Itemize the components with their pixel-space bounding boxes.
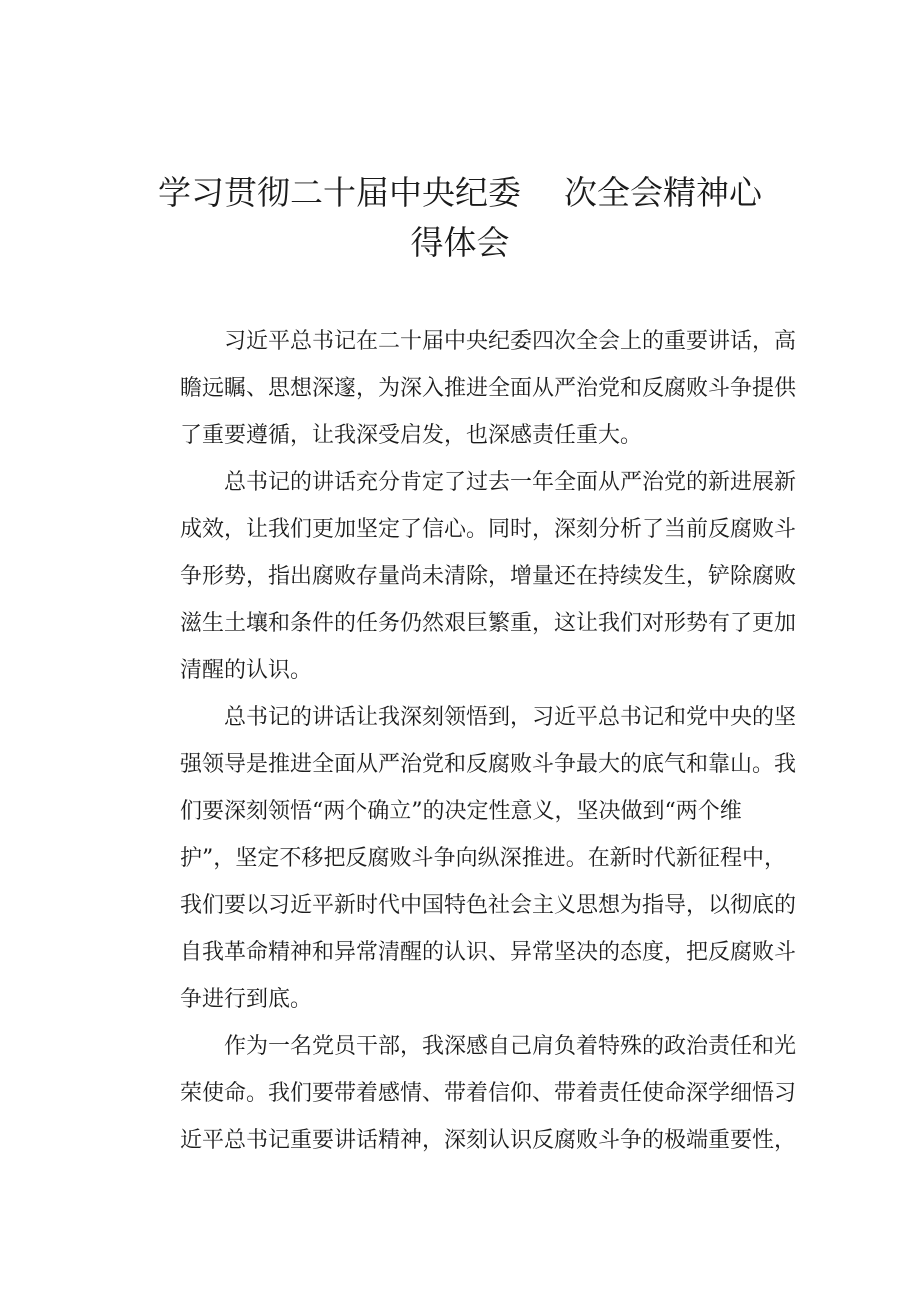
paragraph-line: 强领导是推进全面从严治党和反腐败斗争最大的底气和靠山。我 [180, 752, 797, 777]
paragraph-line: 总书记的讲话充分肯定了过去一年全面从严治党的新进展新 [224, 470, 797, 495]
document-body [136, 318, 797, 1164]
paragraph-line: 护”，坚定不移把反腐败斗争向纵深推进。在新时代新征程中， [180, 846, 786, 871]
paragraph-line: 习近平总书记在二十届中央纪委四次全会上的重要讲话，高 [224, 329, 797, 354]
paragraph-line: 瞻远瞩、思想深邃，为深入推进全面从严治党和反腐败斗争提供 [180, 376, 797, 401]
title-text-part-2: 次全会精神心 [564, 173, 762, 212]
paragraph-line: 争形势，指出腐败存量尚未清除，增量还在持续发生，铲除腐败 [180, 564, 797, 589]
paragraph-line: 清醒的认识。 [180, 658, 313, 683]
paragraph-line: 滋生土壤和条件的任务仍然艰巨繁重，这让我们对形势有了更加 [180, 611, 797, 636]
paragraph-3 [136, 694, 797, 1023]
paragraph-line: 荣使命。我们要带着感情、带着信仰、带着责任使命深学细悟习 [180, 1081, 797, 1106]
paragraph-4 [136, 1023, 797, 1164]
paragraph-line: 自我革命精神和异常清醒的认识、异常坚决的态度，把反腐败斗 [180, 940, 797, 965]
paragraph-line: 近平总书记重要讲话精神，深刻认识反腐败斗争的极端重要性， [180, 1128, 797, 1153]
paragraph-line: 争进行到底。 [180, 987, 313, 1012]
paragraph-2 [136, 459, 797, 694]
paragraph-line: 了重要遵循，让我深受启发，也深感责任重大。 [180, 423, 643, 448]
document-title-line-1 [120, 173, 800, 212]
document-title-line-2: 得体会 [410, 223, 510, 262]
paragraph-1 [136, 318, 797, 459]
paragraph-line: 作为一名党员干部，我深感自己肩负着特殊的政治责任和光 [224, 1034, 797, 1059]
paragraph-line: 总书记的讲话让我深刻领悟到，习近平总书记和党中央的坚 [224, 705, 797, 730]
paragraph-line: 们要深刻领悟“两个确立”的决定性意义，坚决做到“两个维 [180, 799, 742, 824]
paragraph-line: 我们要以习近平新时代中国特色社会主义思想为指导，以彻底的 [180, 893, 797, 918]
title-text-part-1: 学习贯彻二十届中央纪委 [158, 173, 521, 212]
paragraph-line: 成效，让我们更加坚定了信心。同时，深刻分析了当前反腐败斗 [180, 517, 797, 542]
